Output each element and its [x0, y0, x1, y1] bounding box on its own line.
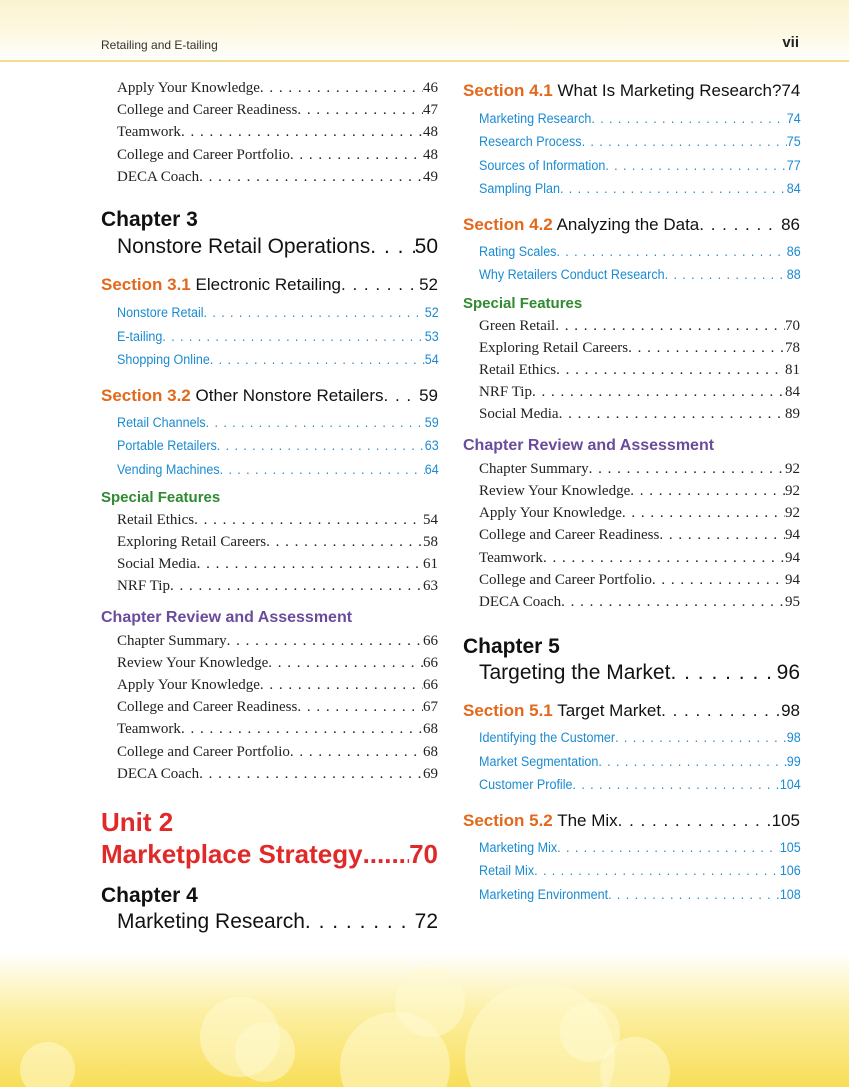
toc-link[interactable]: Why Retailers Conduct Research . . . 88	[479, 267, 801, 282]
toc-link[interactable]: Marketing Research . . . 74	[479, 111, 801, 126]
page-header	[0, 0, 849, 62]
toc-link[interactable]: Customer Profile . . . 104	[479, 777, 801, 792]
toc-entry[interactable]: Apply Your Knowledge . . . 46	[117, 80, 438, 97]
toc-entry[interactable]: Review Your Knowledge . . . 66	[117, 655, 438, 672]
header-rule	[0, 60, 849, 62]
toc-entry[interactable]: Retail Ethics . . . 81	[479, 362, 800, 379]
toc-entry[interactable]: Exploring Retail Careers . . . 58	[117, 534, 438, 551]
section-5-1-heading[interactable]: Section 5.1 Target Market . . . 98	[463, 701, 800, 721]
toc-entry[interactable]: NRF Tip . . . 63	[117, 578, 438, 595]
toc-link[interactable]: E-tailing . . . 53	[117, 329, 439, 344]
toc-entry[interactable]: NRF Tip . . . 84	[479, 384, 800, 401]
decorative-footer-bubbles	[0, 952, 849, 1087]
chapter-5-label: Chapter 5	[463, 635, 560, 658]
toc-link[interactable]: Portable Retailers . . . 63	[117, 438, 439, 453]
toc-entry[interactable]: Green Retail . . . 70	[479, 318, 800, 335]
toc-link[interactable]: Identifying the Customer . . . 98	[479, 730, 801, 745]
chapter-5-title[interactable]: Targeting the Market . . . 96	[479, 661, 800, 685]
toc-entry[interactable]: College and Career Portfolio . . . 48	[117, 147, 438, 164]
bubble-decoration	[20, 1042, 75, 1087]
section-4-1-heading[interactable]: Section 4.1 What Is Marketing Research? 74	[463, 81, 801, 100]
chapter-3-title[interactable]: Nonstore Retail Operations . . . 50	[117, 235, 438, 259]
section-5-2-heading[interactable]: Section 5.2 The Mix . . . 105	[463, 811, 800, 831]
toc-entry[interactable]: College and Career Readiness . . . 47	[117, 102, 438, 119]
toc-entry[interactable]: Chapter Summary . . . 66	[117, 633, 438, 650]
toc-entry[interactable]: College and Career Readiness . . . 67	[117, 699, 438, 716]
toc-entry[interactable]: College and Career Portfolio . . . 68	[117, 744, 438, 761]
chapter-review-heading: Chapter Review and Assessment	[463, 437, 715, 454]
toc-entry[interactable]: Teamwork . . . 48	[117, 124, 438, 141]
chapter-review-heading: Chapter Review and Assessment	[101, 609, 353, 626]
toc-link[interactable]: Vending Machines . . . 64	[117, 462, 439, 477]
chapter-4-label: Chapter 4	[101, 884, 198, 907]
toc-entry[interactable]: DECA Coach . . . 69	[117, 766, 438, 783]
toc-link[interactable]: Research Process . . . 75	[479, 134, 801, 149]
toc-link[interactable]: Marketing Environment . . . 108	[479, 887, 801, 902]
special-features-heading: Special Features	[101, 489, 221, 506]
section-3-1-heading[interactable]: Section 3.1 Electronic Retailing . . . 52	[101, 275, 438, 295]
toc-entry[interactable]: DECA Coach . . . 49	[117, 169, 438, 186]
toc-entry[interactable]: Exploring Retail Careers . . . 78	[479, 340, 800, 357]
toc-link[interactable]: Market Segmentation . . . 99	[479, 754, 801, 769]
bubble-decoration	[395, 967, 465, 1037]
unit-2-title[interactable]: Marketplace Strategy ..... 70	[101, 839, 438, 870]
toc-link[interactable]: Rating Scales . . . 86	[479, 244, 801, 259]
toc-entry[interactable]: College and Career Readiness . . . 94	[479, 527, 800, 544]
toc-link[interactable]: Sampling Plan . . . 84	[479, 181, 801, 196]
page-number: vii	[782, 34, 799, 51]
toc-entry[interactable]: Apply Your Knowledge . . . 92	[479, 505, 800, 522]
toc-entry[interactable]: DECA Coach . . . 95	[479, 594, 800, 611]
unit-2-label: Unit 2	[101, 807, 174, 837]
toc-link[interactable]: Marketing Mix . . . 105	[479, 840, 801, 855]
toc-entry[interactable]: Review Your Knowledge . . . 92	[479, 483, 800, 500]
toc-link[interactable]: Sources of Information . . . 77	[479, 158, 801, 173]
toc-entry[interactable]: College and Career Portfolio . . . 94	[479, 572, 800, 589]
toc-entry[interactable]: Teamwork . . . 68	[117, 721, 438, 738]
bubble-decoration	[235, 1022, 295, 1082]
toc-link[interactable]: Shopping Online . . . 54	[117, 352, 439, 367]
special-features-heading: Special Features	[463, 295, 583, 312]
toc-entry[interactable]: Apply Your Knowledge . . . 66	[117, 677, 438, 694]
toc-entry[interactable]: Social Media . . . 61	[117, 556, 438, 573]
chapter-4-title[interactable]: Marketing Research . . . 72	[117, 910, 438, 934]
section-4-2-heading[interactable]: Section 4.2 Analyzing the Data . . . 86	[463, 215, 800, 235]
section-3-2-heading[interactable]: Section 3.2 Other Nonstore Retailers . . . 59	[101, 386, 438, 406]
toc-entry[interactable]: Retail Ethics . . . 54	[117, 512, 438, 529]
toc-link[interactable]: Nonstore Retail . . . 52	[117, 305, 439, 320]
toc-entry[interactable]: Teamwork . . . 94	[479, 550, 800, 567]
running-title: Retailing and E-tailing	[101, 38, 218, 52]
chapter-3-label: Chapter 3	[101, 208, 198, 231]
toc-entry[interactable]: Chapter Summary . . . 92	[479, 461, 800, 478]
toc-link[interactable]: Retail Mix . . . 106	[479, 863, 801, 878]
toc-entry[interactable]: Social Media . . . 89	[479, 406, 800, 423]
toc-link[interactable]: Retail Channels . . . 59	[117, 415, 439, 430]
